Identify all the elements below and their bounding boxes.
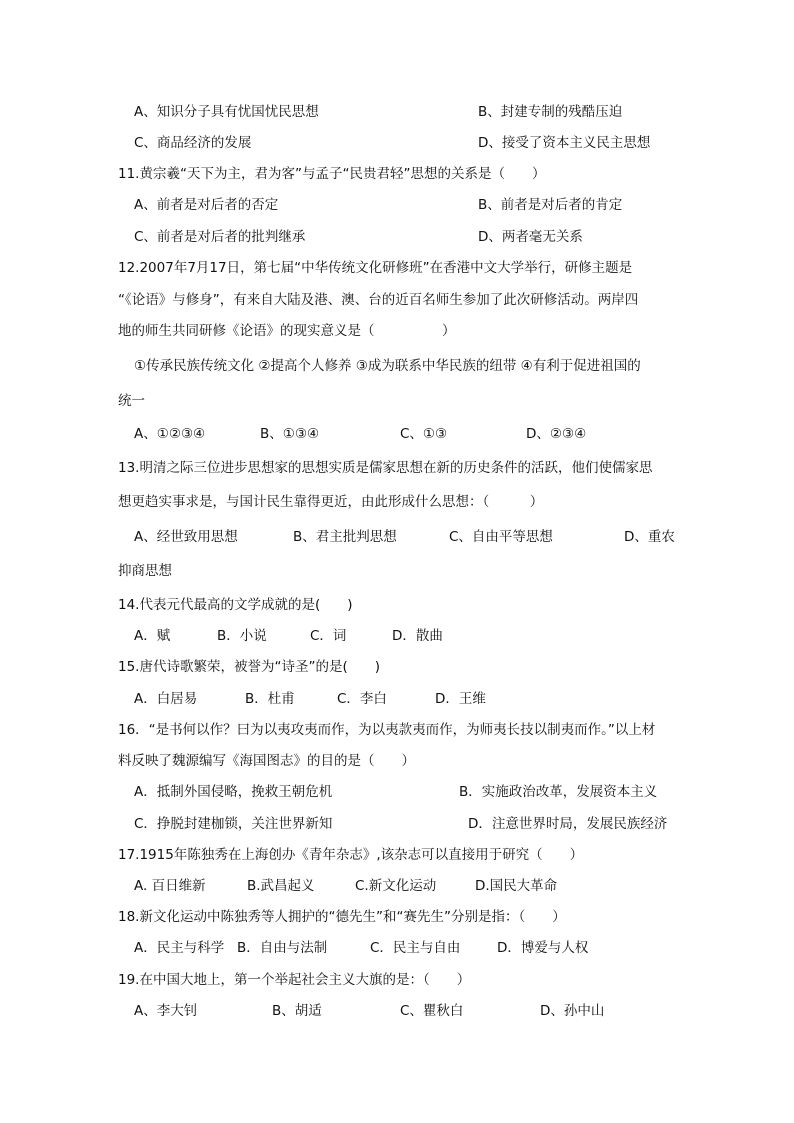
q16-option-d: D．注意世界时局，发展民族经济	[468, 816, 668, 832]
q13-option-d: D、重农	[624, 529, 675, 545]
q15-stem: 15.唐代诗歌繁荣，被誉为“诗圣”的是( )	[118, 659, 380, 675]
q15-option-c: C．李白	[337, 691, 387, 707]
q10-option-c: C、商品经济的发展	[134, 135, 252, 151]
q18-option-d: D．博爱与人权	[497, 940, 589, 956]
q12-items-line-2: 统一	[118, 393, 145, 409]
q13-stem-line-2: 想更趋实事求是，与国计民生靠得更近，由此形成什么思想：（ ）	[118, 494, 544, 510]
q19-option-a: A、李大钊	[134, 1003, 198, 1019]
q12-stem-line-1: 12.2007年7月17日，第七届“中华传统文化研修班”在香港中文大学举行，研修主题是	[118, 260, 633, 276]
q17-option-d: D.国民大革命	[475, 878, 558, 894]
q18-option-a: A．民主与科学	[134, 940, 225, 956]
q19-option-b: B、胡适	[272, 1003, 322, 1019]
q19-option-c: C、瞿秋白	[400, 1003, 464, 1019]
q15-option-b: B．杜甫	[245, 691, 295, 707]
q12-option-c: C、①③	[400, 426, 448, 442]
q15-option-d: D．王维	[435, 691, 486, 707]
q13-option-a: A、经世致用思想	[134, 529, 238, 545]
q10-option-d: D、接受了资本主义民主思想	[478, 135, 651, 151]
q12-option-d: D、②③④	[526, 426, 587, 442]
q18-stem: 18.新文化运动中陈独秀等人拥护的“德先生”和“赛先生”分别是指：（ ）	[118, 909, 566, 925]
q19-stem: 19.在中国大地上，第一个举起社会主义大旗的是：（ ）	[118, 972, 471, 988]
q11-option-a: A、前者是对后者的否定	[134, 197, 279, 213]
q12-stem-line-3: 地的师生共同研修《论语》的现实意义是（ ）	[118, 323, 456, 339]
q16-option-a: A．抵制外国侵略，挽救王朝危机	[134, 784, 333, 800]
q14-option-b: B．小说	[217, 628, 267, 644]
q16-stem-line-2: 料反映了魏源编写《海国图志》的目的是（ ）	[118, 753, 415, 769]
q19-option-d: D、孙中山	[540, 1003, 605, 1019]
q17-stem: 17.1915年陈独秀在上海创办《青年杂志》,该杂志可以直接用于研究（ ）	[118, 847, 584, 863]
q10-option-b: B、封建专制的残酷压迫	[478, 104, 623, 120]
q18-option-c: C．民主与自由	[370, 940, 461, 956]
q17-option-a: A. 百日维新	[134, 878, 206, 894]
q11-option-c: C、前者是对后者的批判继承	[134, 229, 306, 245]
q18-option-b: B．自由与法制	[237, 940, 328, 956]
q12-option-b: B、①③④	[260, 426, 320, 442]
q13-stem-line-1: 13.明清之际三位进步思想家的思想实质是儒家思想在新的历史条件的活跃，他们使儒家思	[118, 460, 653, 476]
q12-option-a: A、①②③④	[134, 426, 206, 442]
q17-option-b: B.武昌起义	[247, 878, 315, 894]
q14-option-c: C．词	[310, 628, 347, 644]
q16-option-b: B．实施政治改革，发展资本主义	[459, 784, 658, 800]
q11-stem: 11.黄宗羲“天下为主，君为客”与孟子“民贵君轻”思想的关系是（ ）	[118, 166, 546, 182]
q12-stem-line-2: “《论语》与修身”，有来自大陆及港、澳、台的近百名师生参加了此次研修活动。两岸四	[118, 292, 639, 308]
q14-stem: 14.代表元代最高的文学成就的是( )	[118, 597, 353, 613]
q15-option-a: A．白居易	[134, 691, 198, 707]
q13-option-d-continued: 抑商思想	[118, 563, 172, 579]
q13-option-b: B、君主批判思想	[293, 529, 397, 545]
q12-items-line-1: ①传承民族传统文化 ②提高个人修养 ③成为联系中华民族的纽带 ④有利于促进祖国的	[134, 358, 641, 374]
q13-option-c: C、自由平等思想	[449, 529, 553, 545]
q16-option-c: C．挣脱封建枷锁，关注世界新知	[134, 816, 333, 832]
q11-option-b: B、前者是对后者的肯定	[478, 197, 623, 213]
q11-option-d: D、两者毫无关系	[478, 229, 583, 245]
q17-option-c: C.新文化运动	[355, 878, 437, 894]
q14-option-a: A．赋	[134, 628, 171, 644]
q10-option-a: A、知识分子具有忧国忧民思想	[134, 104, 319, 120]
q16-stem-line-1: 16．“是书何以作？曰为以夷攻夷而作，为以夷款夷而作，为师夷长技以制夷而作。”以上材	[118, 722, 656, 738]
q14-option-d: D．散曲	[392, 628, 443, 644]
